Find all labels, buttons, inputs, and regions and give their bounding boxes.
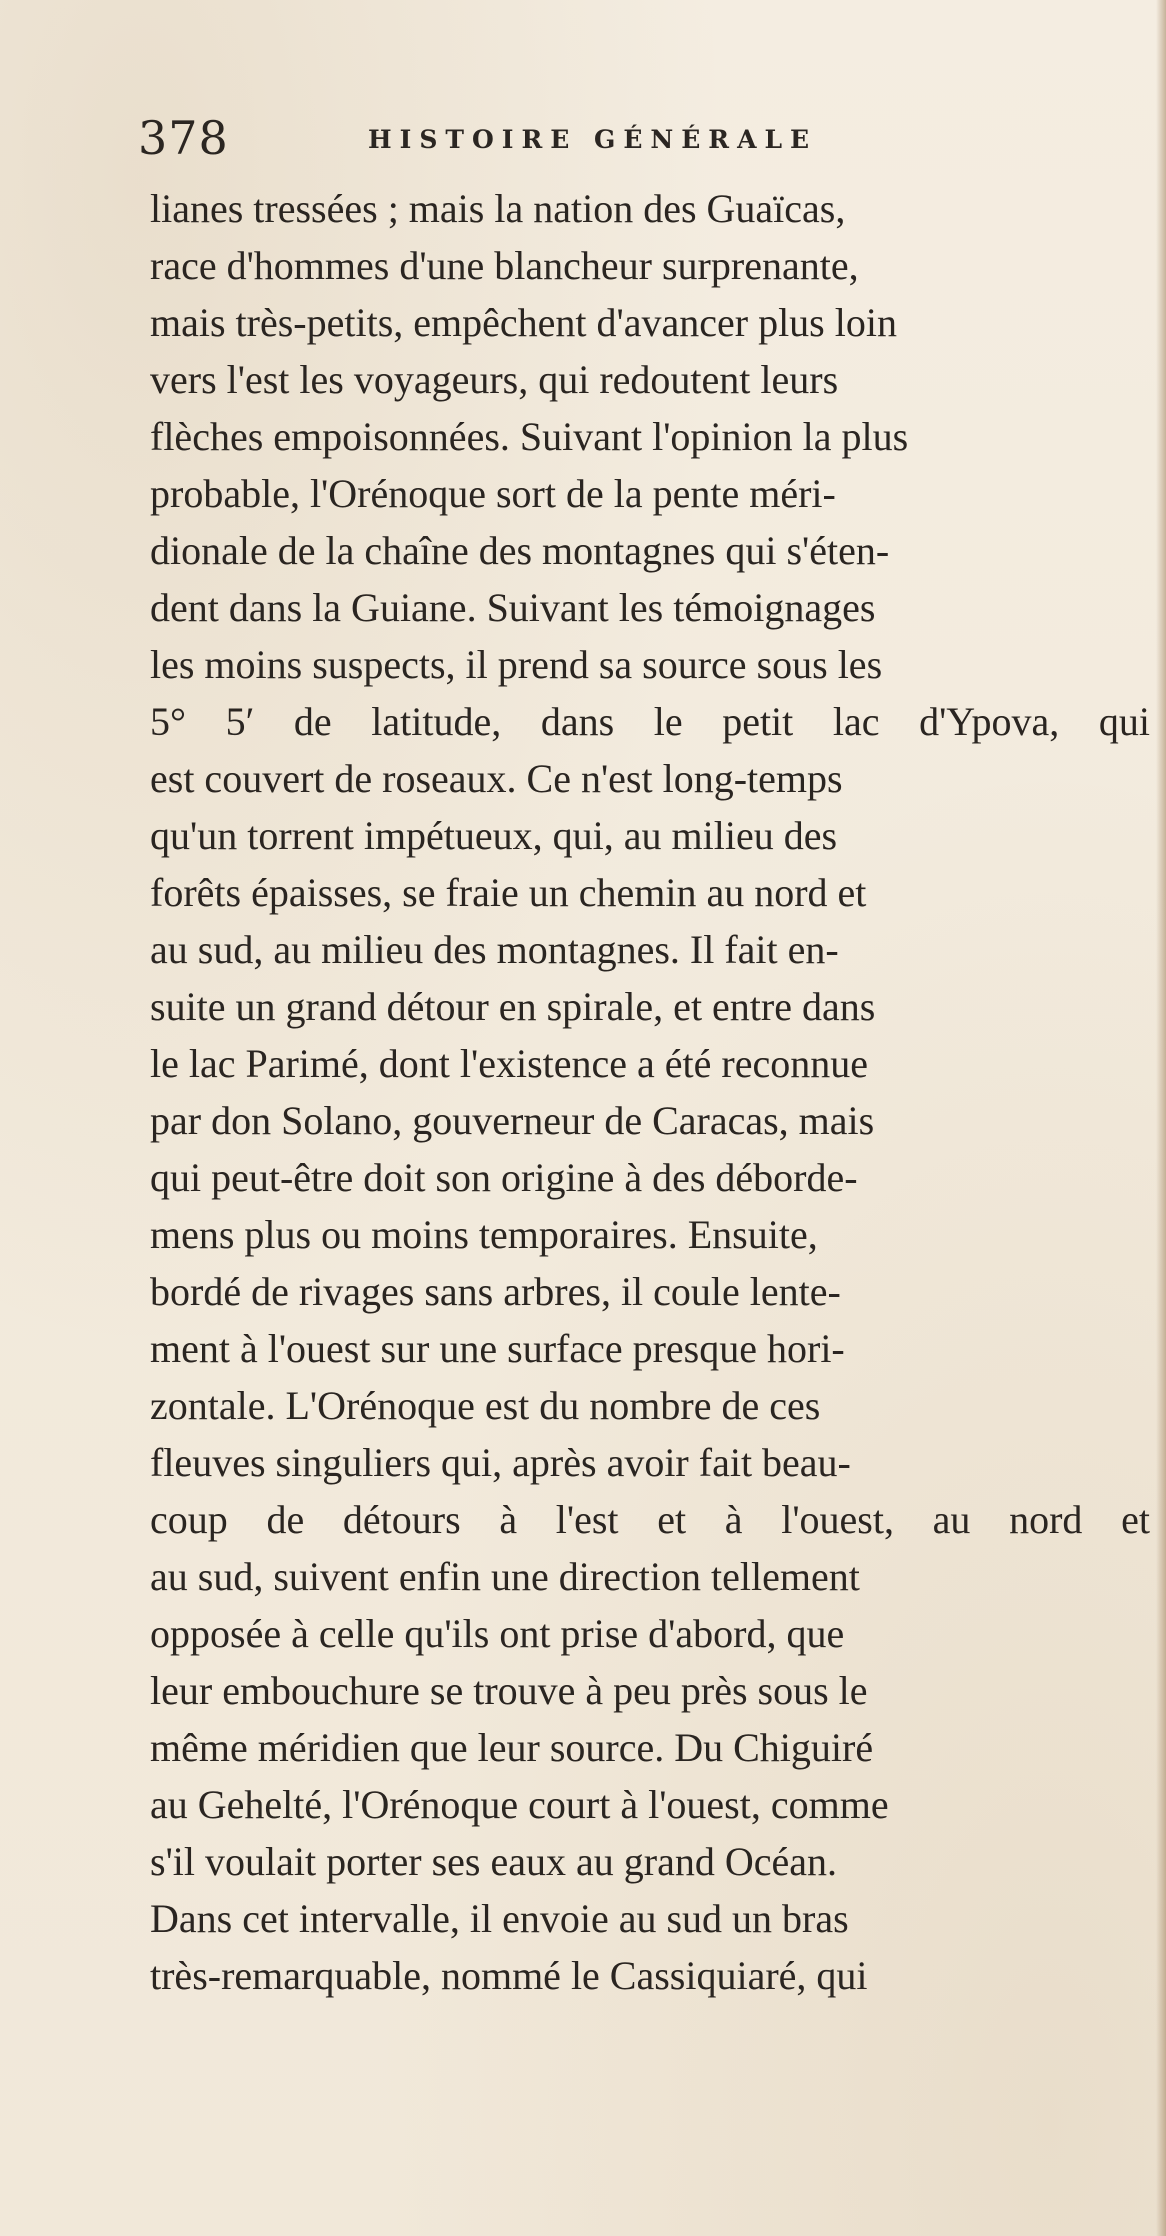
text-line: les moins suspects, il prend sa source sous les <box>150 642 883 687</box>
text-line: qui peut-être doit son origine à des déborde- <box>150 1155 858 1200</box>
text-line: au Gehelté, l'Orénoque court à l'ouest, comme <box>150 1782 889 1827</box>
text-line: dent dans la Guiane. Suivant les témoignages <box>150 585 876 630</box>
text-line: fleuves singuliers qui, après avoir fait beau- <box>150 1440 851 1485</box>
text-line: suite un grand détour en spirale, et entre dans <box>150 984 876 1029</box>
text-line: flèches empoisonnées. Suivant l'opinion la plus <box>150 414 909 459</box>
running-head <box>138 108 938 178</box>
text-line: forêts épaisses, se fraie un chemin au nord et <box>150 870 867 915</box>
text-line: Dans cet intervalle, il envoie au sud un bras <box>150 1896 849 1941</box>
text-line: mais très-petits, empêchent d'avancer plus loin <box>150 300 897 345</box>
text-line: zontale. L'Orénoque est du nombre de ces <box>150 1383 821 1428</box>
text-line: qu'un torrent impétueux, qui, au milieu des <box>150 813 838 858</box>
text-line: leur embouchure se trouve à peu près sous le <box>150 1668 868 1713</box>
text-line: lianes tressées ; mais la nation des Guaïcas, <box>150 186 846 231</box>
running-title: HISTOIRE GÉNÉRALE <box>368 125 818 154</box>
text-line: au sud, suivent enfin une direction tellement <box>150 1554 860 1599</box>
text-line: bordé de rivages sans arbres, il coule lente- <box>150 1269 841 1314</box>
text-line: s'il voulait porter ses eaux au grand Océan. <box>150 1839 837 1884</box>
text-line: race d'hommes d'une blancheur surprenante, <box>150 243 859 288</box>
text-line: 5° 5′ de latitude, dans le petit lac d'Ypova, qui <box>150 699 1150 744</box>
text-line: opposée à celle qu'ils ont prise d'abord, que <box>150 1611 845 1656</box>
text-line: ment à l'ouest sur une surface presque hori- <box>150 1326 845 1371</box>
page-edge-shadow <box>1156 0 1166 2236</box>
text-line: est couvert de roseaux. Ce n'est long-temps <box>150 756 843 801</box>
body-text <box>150 180 1150 2004</box>
text-line: probable, l'Orénoque sort de la pente méri- <box>150 471 836 516</box>
page-number: 378 <box>138 111 229 165</box>
text-line: dionale de la chaîne des montagnes qui s'éten- <box>150 528 890 573</box>
text-line: le lac Parimé, dont l'existence a été reconnue <box>150 1041 868 1086</box>
text-line: vers l'est les voyageurs, qui redoutent leurs <box>150 357 839 402</box>
text-line: par don Solano, gouverneur de Caracas, mais <box>150 1098 875 1143</box>
text-line: très-remarquable, nommé le Cassiquiaré, qui <box>150 1953 868 1998</box>
text-line: coup de détours à l'est et à l'ouest, au nord et <box>150 1497 1150 1542</box>
text-line: même méridien que leur source. Du Chiguiré <box>150 1725 874 1770</box>
text-line: mens plus ou moins temporaires. Ensuite, <box>150 1212 818 1257</box>
text-line: au sud, au milieu des montagnes. Il fait en- <box>150 927 839 972</box>
